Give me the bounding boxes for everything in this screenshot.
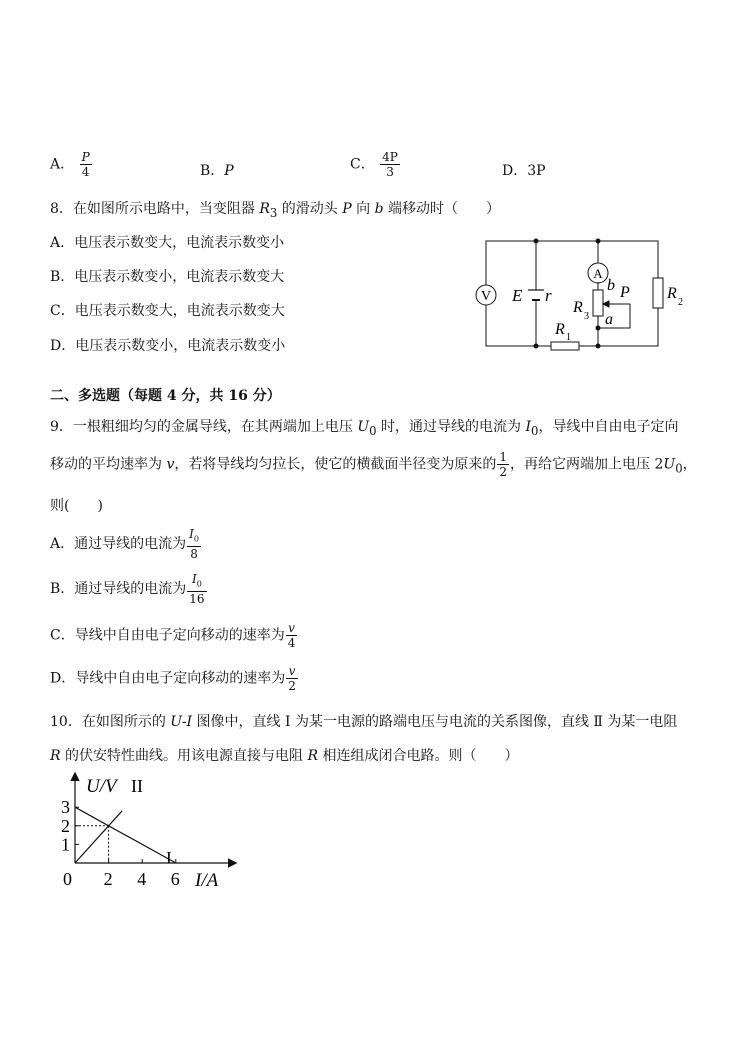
q7-option-d: D．3P (502, 163, 546, 179)
q10-line2: R 的伏安特性曲线。用该电源直接与电阻 R 相连组成闭合电路。则（ ） (50, 748, 519, 764)
q9-option-b: B．通过导线的电流为 $\frac{I_0}{16}$ (50, 572, 205, 607)
q9-option-a: A．通过导线的电流为 $\frac{I_0}{8}$ (50, 527, 199, 562)
series-line-i (75, 807, 176, 863)
q9-line1: 9．一根粗细均匀的金属导线，在其两端加上电压 $U_0$ 时，通过导线的电流为 $I_0$，导线中自由电子定向 (50, 419, 679, 438)
ammeter-label: A (593, 266, 603, 281)
internal-r-label: r (545, 286, 552, 305)
q9-option-d: D．导线中自由电子定向移动的速率为 $\frac{v}{2}$ (50, 664, 296, 693)
r3-label: R (573, 299, 583, 316)
q7-option-b: B．P (200, 163, 234, 179)
r1-label: R (555, 321, 565, 338)
line-i-label: I (166, 848, 172, 867)
q8-option-b: B．电压表示数变小，电流表示数变大 (50, 269, 285, 285)
x-tick-label: 4 (137, 869, 147, 889)
emf-label: E (512, 286, 523, 305)
r2-label: R (667, 285, 677, 302)
y-tick-label: 2 (61, 815, 70, 836)
fraction: $\frac{I_0}{16}$ (189, 572, 205, 607)
q8-option-c: C．电压表示数变大，电流表示数变大 (50, 303, 285, 319)
fraction: $\frac{P}{4}$ (81, 150, 90, 179)
q10-line1: 10．在如图所示的 U-I 图像中，直线 Ⅰ 为某一电源的路端电压与电流的关系图像，直线 Ⅱ 为某一电阻 (50, 714, 678, 730)
q7-option-a (50, 150, 93, 179)
r1-symbol (551, 342, 579, 350)
y-axis-label: U/V (86, 776, 117, 797)
fraction: $\frac{v}{4}$ (287, 621, 296, 650)
ui-graph (55, 770, 240, 895)
circuit-diagram (465, 228, 695, 358)
fraction: $\frac{I_0}{8}$ (189, 527, 199, 562)
q9-line2: 移动的平均速率为 v，若将导线均匀拉长，使它的横截面半径变为原来的 $\frac{1}{2}$ ，再给它两端加上电压 $2U_0$， (50, 450, 697, 479)
q9-line3: 则( ) (50, 498, 103, 514)
p-label: P (620, 284, 630, 301)
a-label: a (605, 311, 613, 328)
y-tick-label: 3 (61, 797, 70, 818)
r3-symbol (593, 290, 603, 316)
x-tick-label: 6 (170, 869, 180, 889)
fraction: $\frac{v}{2}$ (288, 664, 296, 693)
option-label: A． (50, 156, 75, 173)
x-tick-label: 2 (103, 869, 113, 889)
q8-option-a: A．电压表示数变大，电流表示数变小 (50, 235, 285, 251)
r3-sub: 3 (584, 311, 589, 322)
y-tick-label: 1 (61, 834, 70, 855)
section-title: 二、多选题（每题 4 分，共 16 分） (50, 388, 281, 404)
voltmeter-label: V (480, 289, 492, 304)
q8-stem: 8．在如图所示电路中，当变阻器 $R_3$ 的滑动头 P 向 b 端移动时（ ） (50, 201, 500, 220)
q8-option-d: D．电压表示数变小，电流表示数变小 (50, 338, 286, 354)
r2-symbol (653, 278, 663, 308)
x-axis-label: I/A (195, 870, 219, 891)
q7-option-c: C． $\frac{4P}{3}$ (350, 150, 398, 179)
x-tick-label: 0 (63, 869, 72, 889)
series-line-ii (75, 811, 122, 863)
q9-option-c: C．导线中自由电子定向移动的速率为 $\frac{v}{4}$ (50, 621, 296, 650)
fraction: $\frac{4P}{3}$ (382, 150, 398, 179)
line-ii-label: II (131, 776, 143, 796)
fraction: $\frac{1}{2}$ (499, 450, 508, 479)
r1-sub: 1 (566, 332, 571, 343)
r2-sub: 2 (678, 297, 683, 308)
b-label: b (607, 277, 615, 294)
